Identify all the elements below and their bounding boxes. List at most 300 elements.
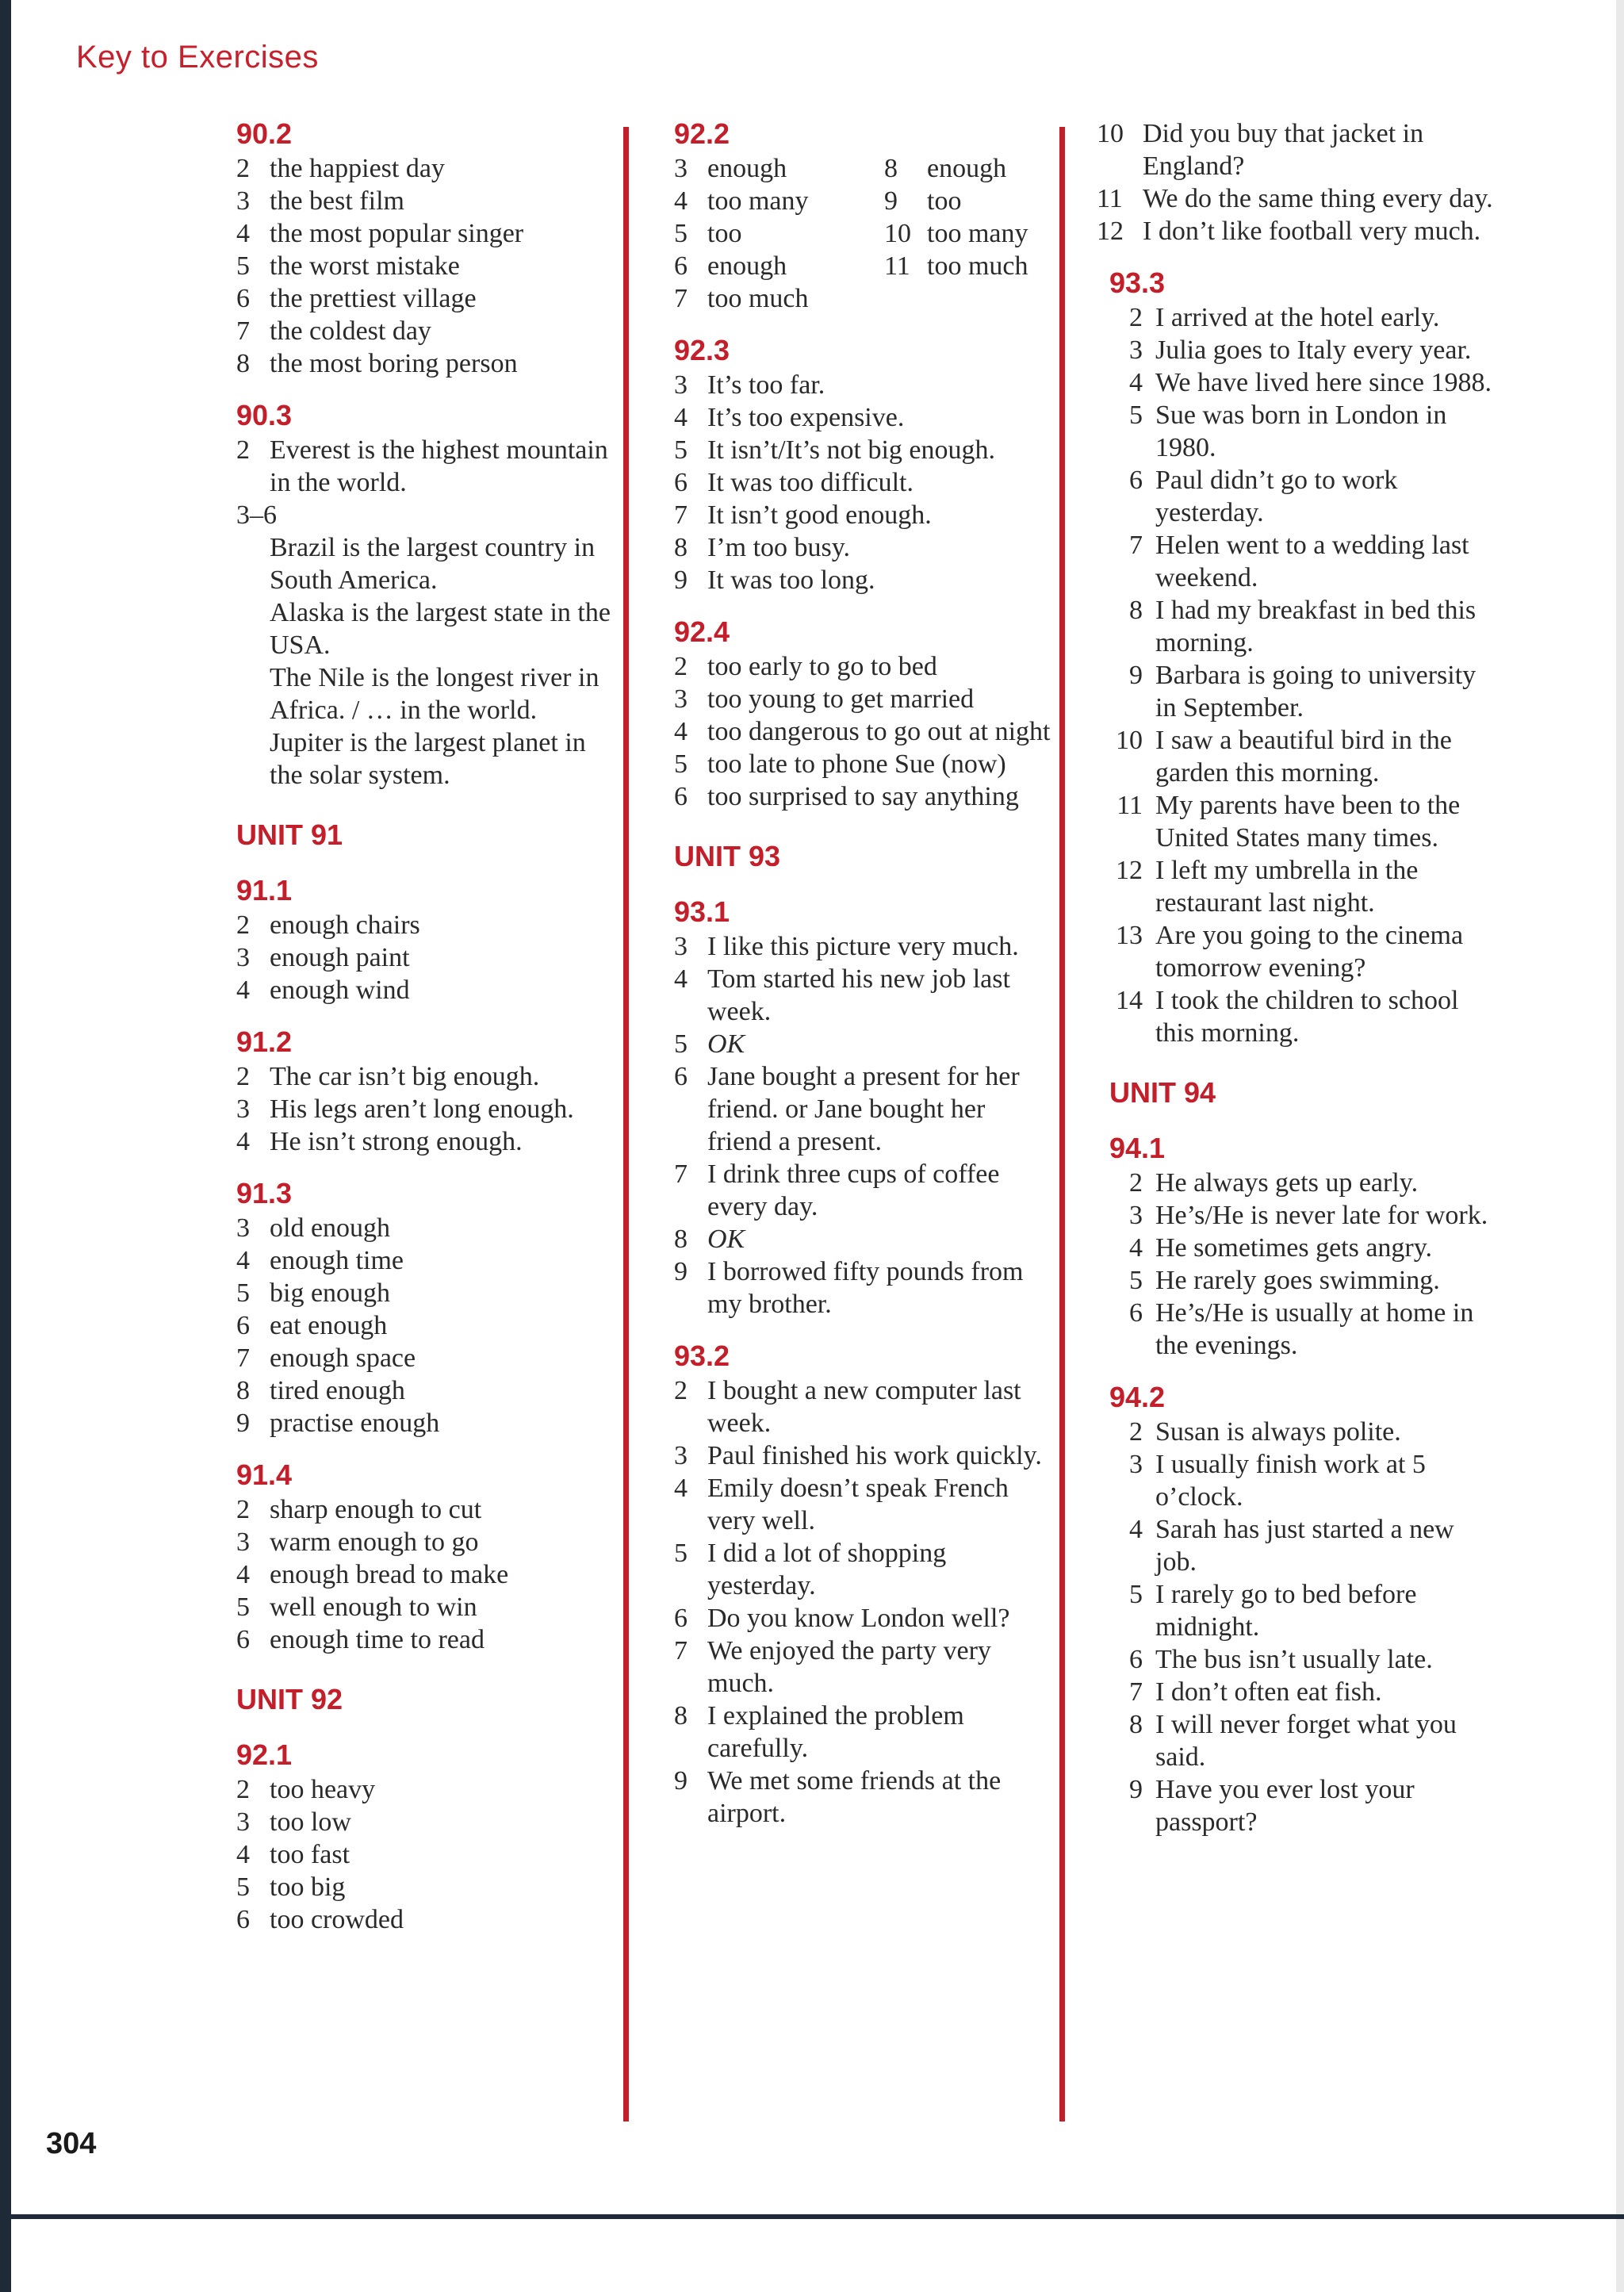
answer-number: 4	[236, 1840, 250, 1869]
answer-text: enough space	[270, 1343, 416, 1373]
answer-text: big enough	[270, 1278, 391, 1308]
answer-text: It was too difficult.	[707, 468, 914, 497]
answer-item	[236, 347, 617, 380]
answer-item	[236, 1558, 617, 1591]
answer-item	[674, 683, 1055, 715]
answer-item	[236, 909, 617, 941]
answer-text: Brazil is the largest country in South America.	[270, 533, 596, 595]
answer-number: 3	[236, 1527, 250, 1557]
answer-number: 2	[236, 154, 250, 183]
answer-number: 8	[884, 154, 898, 183]
answer-item	[1097, 1676, 1493, 1708]
answer-number: 3	[674, 932, 688, 961]
answer-item	[236, 152, 617, 185]
exercise-91-4	[236, 1458, 617, 1656]
answer-text: Jane bought a present for her friend. or Jane bought her friend a present.	[707, 1062, 1020, 1156]
column-3	[1097, 117, 1493, 1857]
answer-item	[236, 282, 617, 315]
answer-item	[1097, 854, 1493, 919]
answer-item	[236, 185, 617, 217]
column-1	[236, 117, 617, 1955]
answers-left	[674, 152, 884, 315]
answer-text: enough bread to make	[270, 1560, 509, 1589]
answer-range-number: 3–6	[236, 500, 277, 530]
answer-number: 10	[884, 219, 911, 248]
answer-item	[884, 152, 1055, 185]
exercise-94-2	[1097, 1381, 1493, 1838]
answer-text: too early to go to bed	[707, 652, 937, 681]
exercise-title: 94.2	[1109, 1381, 1166, 1413]
answer-item	[236, 1526, 617, 1558]
answer-item	[1097, 1448, 1493, 1513]
answer-text: Barbara is going to university in September.	[1155, 661, 1477, 722]
answer-item	[674, 499, 1055, 531]
answer-number: 7	[1129, 1677, 1143, 1707]
answer-number: 4	[674, 186, 688, 216]
answer-text: He always gets up early.	[1155, 1168, 1419, 1198]
answer-number: 4	[1129, 368, 1143, 397]
unit-heading-92: UNIT 92	[236, 1683, 343, 1715]
page-right-edge	[1616, 0, 1624, 2292]
answer-item	[236, 1342, 617, 1374]
answer-text: We do the same thing every day.	[1143, 184, 1493, 213]
answer-number: 3	[1129, 335, 1143, 365]
answer-text: We met some friends at the airport.	[707, 1766, 1002, 1828]
answer-item	[674, 1060, 1055, 1158]
answer-text: Susan is always polite.	[1155, 1417, 1401, 1447]
answer-item	[674, 650, 1055, 683]
exercise-91-3	[236, 1177, 617, 1439]
answer-item	[1097, 182, 1493, 215]
exercise-93-2-continued	[1097, 117, 1493, 247]
exercise-title: 91.4	[236, 1458, 293, 1491]
exercise-92-4	[674, 615, 1055, 813]
exercise-title: 92.4	[674, 615, 730, 648]
answer-number: 5	[236, 1593, 250, 1622]
answer-item	[674, 1765, 1055, 1830]
answer-text: the happiest day	[270, 154, 445, 183]
answer-item	[674, 748, 1055, 780]
answer-item	[674, 1635, 1055, 1700]
answer-item	[236, 315, 617, 347]
answer-text: I don’t often eat fish.	[1155, 1677, 1382, 1707]
unit-heading-91: UNIT 91	[236, 818, 343, 851]
answer-number: 8	[236, 349, 250, 378]
answer-item	[674, 1158, 1055, 1223]
answer-number: 6	[236, 284, 250, 313]
answer-text: He rarely goes swimming.	[1155, 1266, 1440, 1295]
answer-number: 4	[236, 219, 250, 248]
answer-text: Julia goes to Italy every year.	[1155, 335, 1472, 365]
answer-text: too surprised to say anything	[707, 782, 1019, 811]
answer-text: Sarah has just started a new job.	[1155, 1515, 1454, 1577]
answer-number: 6	[1129, 1298, 1143, 1328]
answer-number: 7	[236, 316, 250, 346]
answer-text: I took the children to school this morning.	[1155, 986, 1459, 1048]
answer-number: 3	[674, 370, 688, 400]
answer-item	[1097, 117, 1493, 182]
two-column-answers	[674, 152, 1055, 315]
answer-number: 4	[236, 1127, 250, 1156]
answer-item	[1097, 399, 1493, 464]
book-spine-edge	[0, 0, 11, 2292]
answer-item	[236, 1374, 617, 1407]
answer-text: the worst mistake	[270, 251, 460, 281]
answer-number: 3	[674, 684, 688, 714]
answer-item	[1097, 1708, 1493, 1773]
answer-text: It’s too expensive.	[707, 403, 905, 432]
answer-item	[236, 217, 617, 250]
answer-text: the most popular singer	[270, 219, 524, 248]
answer-item	[236, 941, 617, 974]
answer-text: Helen went to a wedding last weekend.	[1155, 531, 1469, 592]
answer-text: He’s/He is never late for work.	[1155, 1201, 1488, 1230]
exercise-title: 93.3	[1109, 266, 1166, 299]
answer-item	[1097, 1199, 1493, 1232]
answer-text: eat enough	[270, 1311, 388, 1340]
answer-item	[674, 564, 1055, 596]
answer-item	[674, 369, 1055, 401]
answer-item	[674, 1223, 1055, 1255]
answer-item	[674, 152, 884, 185]
answer-number: 8	[674, 1701, 688, 1730]
answer-number: 8	[674, 1225, 688, 1254]
exercise-93-2	[674, 1340, 1055, 1830]
answer-text: enough chairs	[270, 910, 420, 940]
answer-text: He isn’t strong enough.	[270, 1127, 523, 1156]
answer-text: too many	[707, 186, 809, 216]
exercise-title: 91.2	[236, 1025, 293, 1058]
answer-number: 2	[1129, 303, 1143, 332]
answer-item	[1097, 301, 1493, 334]
exercise-91-2	[236, 1025, 617, 1158]
exercise-title: 92.1	[236, 1738, 293, 1771]
answer-text: We have lived here since 1988.	[1155, 368, 1492, 397]
answer-text: too	[927, 186, 962, 216]
answer-number: 5	[236, 251, 250, 281]
answer-item	[236, 1806, 617, 1838]
answer-text: the best film	[270, 186, 404, 216]
answer-number: 6	[236, 1905, 250, 1934]
answer-number: 7	[674, 1159, 688, 1189]
answer-item	[1097, 724, 1493, 789]
answer-item	[674, 217, 884, 250]
answer-item	[236, 1493, 617, 1526]
answer-item	[1097, 1167, 1493, 1199]
answer-item	[674, 1439, 1055, 1472]
answer-text: OK	[707, 1029, 745, 1059]
exercise-title: 92.2	[674, 117, 730, 150]
page-header: Key to Exercises	[76, 40, 319, 75]
answer-number: 3	[1129, 1201, 1143, 1230]
answer-item	[674, 963, 1055, 1028]
answer-item	[236, 1407, 617, 1439]
answer-number: 9	[884, 186, 898, 216]
answer-text: The car isn’t big enough.	[270, 1062, 540, 1091]
column-2	[674, 117, 1055, 1849]
answer-item	[674, 466, 1055, 499]
answer-text: the coldest day	[270, 316, 431, 346]
answer-item	[236, 1060, 617, 1093]
unit-heading-93: UNIT 93	[674, 840, 781, 872]
answer-item	[236, 434, 617, 499]
answer-text: warm enough to go	[270, 1527, 479, 1557]
answer-text: too crowded	[270, 1905, 404, 1934]
answer-number: 5	[1129, 401, 1143, 430]
answer-number: 3	[236, 943, 250, 972]
answer-number: 10	[1116, 726, 1143, 755]
answer-item	[1097, 366, 1493, 399]
answer-number: 4	[1129, 1515, 1143, 1544]
answer-item	[1097, 919, 1493, 984]
answer-number: 5	[674, 219, 688, 248]
exercise-92-1	[236, 1738, 617, 1936]
answer-item	[236, 1309, 617, 1342]
answer-text: too low	[270, 1807, 351, 1837]
answer-item	[1097, 1578, 1493, 1643]
exercise-title: 92.3	[674, 334, 730, 366]
answer-text: too many	[927, 219, 1028, 248]
answer-item	[236, 661, 617, 726]
answer-text: enough time to read	[270, 1625, 485, 1654]
answer-text: enough	[707, 251, 787, 281]
answer-number: 9	[1129, 661, 1143, 690]
answer-number: 8	[1129, 1710, 1143, 1739]
answer-number: 2	[1129, 1417, 1143, 1447]
exercise-title: 91.1	[236, 874, 293, 906]
answer-text: I drink three cups of coffee every day.	[707, 1159, 1000, 1221]
answer-item	[674, 1472, 1055, 1537]
answer-text: I bought a new computer last week.	[707, 1376, 1021, 1438]
answer-item	[1097, 789, 1493, 854]
answer-number: 3	[674, 154, 688, 183]
answer-text: I left my umbrella in the restaurant last night.	[1155, 856, 1419, 918]
exercise-title: 93.2	[674, 1340, 730, 1372]
answer-number: 2	[236, 910, 250, 940]
answer-text: old enough	[270, 1213, 391, 1243]
answer-item	[1097, 594, 1493, 659]
answer-item	[674, 185, 884, 217]
answer-item	[236, 1623, 617, 1656]
exercise-92-3	[674, 334, 1055, 596]
answer-item	[236, 1591, 617, 1623]
answer-text: It isn’t good enough.	[707, 500, 932, 530]
exercise-title: 91.3	[236, 1177, 293, 1209]
answer-item	[236, 1244, 617, 1277]
answer-item	[674, 1255, 1055, 1320]
answer-number: 7	[674, 500, 688, 530]
answer-number: 2	[674, 652, 688, 681]
exercise-91-1	[236, 874, 617, 1006]
answer-item	[674, 531, 1055, 564]
answer-item	[674, 1374, 1055, 1439]
answer-text: too fast	[270, 1840, 350, 1869]
answer-text: I’m too busy.	[707, 533, 851, 562]
answer-number: 2	[236, 435, 250, 465]
answer-text: I like this picture very much.	[707, 932, 1019, 961]
answer-item	[236, 1773, 617, 1806]
answer-number: 11	[1116, 791, 1143, 820]
answer-item	[1097, 334, 1493, 366]
answer-number: 14	[1116, 986, 1143, 1015]
answer-number: 2	[674, 1376, 688, 1405]
answer-number: 5	[674, 435, 688, 465]
answer-text: too much	[707, 284, 809, 313]
answer-text: too much	[927, 251, 1028, 281]
answer-number: 3	[674, 1441, 688, 1470]
answer-number: 8	[236, 1376, 250, 1405]
answer-item	[1097, 659, 1493, 724]
answer-text: I did a lot of shopping yesterday.	[707, 1539, 947, 1600]
unit-heading-94: UNIT 94	[1109, 1076, 1216, 1109]
answer-text: Emily doesn’t speak French very well.	[707, 1474, 1009, 1535]
answer-number: 6	[674, 468, 688, 497]
exercise-94-1	[1097, 1132, 1493, 1362]
answer-item	[236, 1838, 617, 1871]
answer-number: 5	[236, 1872, 250, 1902]
answer-item	[236, 1871, 617, 1903]
answer-number: 4	[236, 1246, 250, 1275]
answer-text: I arrived at the hotel early.	[1155, 303, 1440, 332]
answer-text: We enjoyed the party very much.	[707, 1636, 991, 1698]
answer-text: too heavy	[270, 1775, 376, 1804]
answer-number: 4	[674, 717, 688, 746]
answer-item	[1097, 1297, 1493, 1362]
answer-number: 2	[1129, 1168, 1143, 1198]
answer-item	[884, 217, 1055, 250]
answer-text: Paul didn’t go to work yesterday.	[1155, 466, 1398, 527]
answer-number: 3	[236, 1213, 250, 1243]
exercise-title: 93.1	[674, 895, 730, 928]
answer-item	[1097, 1264, 1493, 1297]
answer-item	[1097, 1416, 1493, 1448]
answer-text: The Nile is the longest river in Africa. / … in the world.	[270, 663, 599, 725]
exercise-93-1	[674, 895, 1055, 1320]
answer-number: 2	[236, 1062, 250, 1091]
exercise-90-2	[236, 117, 617, 380]
answer-text: He sometimes gets angry.	[1155, 1233, 1433, 1263]
answer-item	[674, 434, 1055, 466]
answer-text: too late to phone Sue (now)	[707, 749, 1006, 779]
exercise-92-2	[674, 117, 1055, 315]
answer-number: 2	[236, 1775, 250, 1804]
answer-text: sharp enough to cut	[270, 1495, 482, 1524]
answer-item	[674, 1028, 1055, 1060]
exercise-title: 90.3	[236, 399, 293, 431]
exercise-93-3	[1097, 266, 1493, 1049]
answer-number: 6	[236, 1625, 250, 1654]
answer-number: 3	[236, 186, 250, 216]
answer-text: I usually finish work at 5 o’clock.	[1155, 1450, 1426, 1512]
answer-text: Have you ever lost your passport?	[1155, 1775, 1415, 1837]
exercise-title: 90.2	[236, 117, 293, 150]
answer-text: I rarely go to bed before midnight.	[1155, 1580, 1417, 1642]
answer-text: too big	[270, 1872, 346, 1902]
answer-number: 10	[1097, 119, 1124, 148]
answer-item	[1097, 215, 1493, 247]
answer-item	[884, 185, 1055, 217]
answer-number: 5	[674, 749, 688, 779]
answers-right	[884, 152, 1055, 315]
answer-item	[674, 1700, 1055, 1765]
answer-item	[1097, 1643, 1493, 1676]
answer-text: tired enough	[270, 1376, 405, 1405]
answer-text: It isn’t/It’s not big enough.	[707, 435, 995, 465]
answer-number: 7	[674, 284, 688, 313]
exercise-title: 94.1	[1109, 1132, 1166, 1164]
answer-number: 11	[884, 251, 910, 281]
answer-text: too dangerous to go out at night	[707, 717, 1051, 746]
page-number: 304	[46, 2127, 97, 2160]
exercise-90-3	[236, 399, 617, 791]
answer-text: Do you know London well?	[707, 1604, 1010, 1633]
answer-text: Are you going to the cinema tomorrow evening?	[1155, 921, 1464, 983]
answer-number: 3	[236, 1094, 250, 1124]
answer-text: I don’t like football very much.	[1143, 217, 1481, 246]
answer-number: 9	[674, 565, 688, 595]
answer-item	[674, 930, 1055, 963]
answer-number: 4	[236, 1560, 250, 1589]
answer-number: 6	[236, 1311, 250, 1340]
answer-text: The bus isn’t usually late.	[1155, 1645, 1433, 1674]
answer-number: 5	[674, 1029, 688, 1059]
answer-number: 4	[236, 975, 250, 1005]
answer-item	[236, 1277, 617, 1309]
answer-item	[1097, 1773, 1493, 1838]
answer-number: 4	[674, 403, 688, 432]
answer-number: 3	[1129, 1450, 1143, 1479]
answer-item	[1097, 1232, 1493, 1264]
answer-number: 9	[674, 1257, 688, 1286]
answer-number: 6	[1129, 1645, 1143, 1674]
answer-text: It’s too far.	[707, 370, 825, 400]
answer-text: the most boring person	[270, 349, 518, 378]
answer-text: Alaska is the largest state in the USA.	[270, 598, 611, 660]
answer-item	[674, 250, 884, 282]
answer-text: enough	[927, 154, 1007, 183]
answer-item	[236, 1212, 617, 1244]
answer-number: 13	[1116, 921, 1143, 950]
answer-number: 12	[1097, 217, 1124, 246]
answer-number: 4	[674, 964, 688, 994]
answer-item	[236, 596, 617, 661]
answer-item	[1097, 984, 1493, 1049]
answer-number: 6	[674, 251, 688, 281]
answer-text: Tom started his new job last week.	[707, 964, 1010, 1026]
answer-text: I will never forget what you said.	[1155, 1710, 1457, 1772]
answer-item	[674, 1602, 1055, 1635]
answer-number: 2	[236, 1495, 250, 1524]
answer-text: enough wind	[270, 975, 410, 1005]
answer-item	[884, 250, 1055, 282]
answer-text: Jupiter is the largest planet in the solar system.	[270, 728, 586, 790]
answer-number: 6	[674, 1062, 688, 1091]
answer-text: enough time	[270, 1246, 404, 1275]
answer-text: Sue was born in London in 1980.	[1155, 401, 1447, 462]
answer-text: OK	[707, 1225, 745, 1254]
answer-number: 8	[1129, 596, 1143, 625]
answer-number: 6	[674, 782, 688, 811]
answer-item	[674, 282, 884, 315]
answer-number: 5	[1129, 1580, 1143, 1609]
answer-number: 5	[236, 1278, 250, 1308]
column-divider-2	[1059, 127, 1065, 2121]
answer-number: 5	[674, 1539, 688, 1568]
answer-number: 4	[674, 1474, 688, 1503]
bottom-rule	[11, 2214, 1624, 2219]
answer-text: It was too long.	[707, 565, 875, 595]
answer-text: I explained the problem carefully.	[707, 1701, 964, 1763]
